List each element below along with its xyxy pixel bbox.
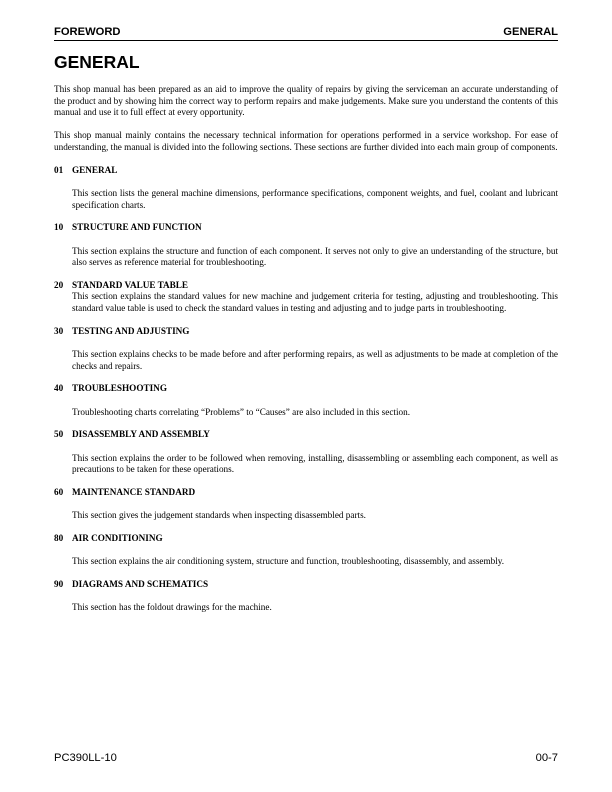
section-description: Troubleshooting charts correlating “Problems” to “Causes” are also included in this section. [72,406,410,417]
section-90 [54,579,558,614]
section-30 [54,326,558,372]
section-heading [54,383,558,395]
section-number: 80 [54,532,64,543]
section-title: TESTING AND ADJUSTING [72,325,190,336]
section-number: 30 [54,325,64,336]
section-title: DISASSEMBLY AND ASSEMBLY [72,429,210,440]
section-50 [54,429,558,475]
header-chapter: FOREWORD [54,26,121,38]
section-number: 90 [54,578,64,589]
section-title: TROUBLESHOOTING [72,383,167,394]
section-number: 20 [54,279,64,290]
section-description: This section explains the air conditioning system, structure and function, troubleshooting, disassembly, and assembly. [72,556,505,567]
section-10 [54,222,558,268]
section-20 [54,280,558,315]
document-body [54,84,558,614]
section-title: STANDARD VALUE TABLE [72,279,189,290]
section-number: 10 [54,222,64,233]
section-60 [54,487,558,522]
section-description: This section lists the general machine dimensions, performance specifications, component weights, and fuel, coolant and lubricant specification charts. [72,187,558,210]
section-title: GENERAL [72,164,118,175]
section-description: This section explains checks to be made before and after performing repairs, as well as adjustments to be made at completion of the checks and repairs. [72,349,558,371]
header-section: GENERAL [503,26,558,38]
section-description: This section explains the standard values for new machine and judgement criteria for testing, adjusting and troubleshooting. This standard value table is used to check the standard values in testing and adjusting and to judge parts in troubleshooting. [72,291,558,314]
intro-paragraph-2: This shop manual mainly contains the necessary technical information for operations performed in a service workshop. For ease of understanding, the manual is divided into the following sections. These sections are further divided into each main group of components. [54,130,558,152]
section-heading [54,579,558,591]
footer-page-number: 00-7 [535,752,558,764]
section-title: MAINTENANCE STANDARD [72,486,196,497]
section-description: This section explains the order to be followed when removing, installing, disassembling or assembling each component, as well as precautions to be taken for these operations. [72,452,558,475]
footer-model: PC390LL-10 [54,752,117,764]
section-number: 40 [54,383,64,394]
section-heading [54,533,558,545]
section-title: DIAGRAMS AND SCHEMATICS [72,578,209,589]
section-number: 50 [54,429,64,440]
section-40 [54,383,558,418]
section-description: This section has the foldout drawings for the machine. [72,602,272,613]
section-title: STRUCTURE AND FUNCTION [72,222,202,233]
section-description: This section explains the structure and function of each component. It serves not only to give an understanding of the structure, but also serves as reference material for troubleshooting. [72,245,558,268]
section-80 [54,533,558,568]
section-01 [54,165,558,211]
section-heading [54,429,558,441]
section-heading [54,487,558,499]
intro-paragraph-1: This shop manual has been prepared as an aid to improve the quality of repairs by giving the serviceman an accurate understanding of the product and by showing him the correct way to perform repairs and make judgements. Make sure you understand the contents of this manual and use it to full effect at every opportunity. [54,84,558,118]
section-heading [54,280,558,292]
page-title: GENERAL [54,52,140,72]
section-number: 60 [54,486,64,497]
page-header [54,26,558,41]
section-heading [54,222,558,234]
section-description: This section gives the judgement standards when inspecting disassembled parts. [72,510,366,521]
section-title: AIR CONDITIONING [72,532,163,543]
section-heading [54,326,558,338]
section-heading [54,165,558,177]
section-number: 01 [54,164,64,175]
